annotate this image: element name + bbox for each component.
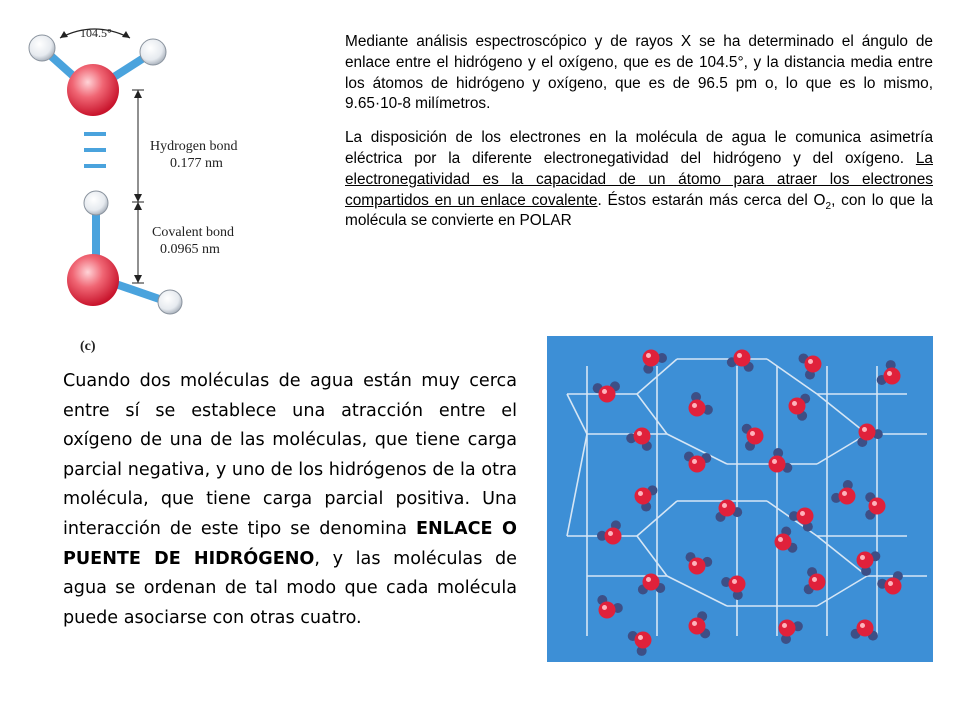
- water-hydrogen-bond-diagram: [0, 0, 340, 360]
- hydrogen-atom: [29, 35, 55, 61]
- atom-highlight: [860, 555, 865, 560]
- atom-highlight: [782, 623, 787, 628]
- atom-highlight: [808, 359, 813, 364]
- hydrogen-bond-value: 0.177 nm: [170, 156, 223, 171]
- atom-highlight: [860, 623, 865, 628]
- atom-highlight: [732, 579, 737, 584]
- atom-highlight: [772, 459, 777, 464]
- oxygen-atom: [67, 64, 119, 116]
- atom-highlight: [778, 537, 783, 542]
- oxygen-atom: [779, 620, 796, 637]
- text-span: , con lo que la molécula se convierte en POLAR: [345, 191, 933, 230]
- oxygen-atom: [634, 428, 651, 445]
- oxygen-atom: [857, 620, 874, 637]
- atom-highlight: [750, 431, 755, 436]
- oxygen-atom: [689, 400, 706, 417]
- atom-highlight: [638, 491, 643, 496]
- atom-highlight: [888, 581, 893, 586]
- oxygen-atom: [805, 356, 822, 373]
- oxygen-atom: [857, 552, 874, 569]
- atom-highlight: [800, 511, 805, 516]
- hydrogen-bond-dash: [84, 132, 106, 136]
- covalent-bond-value: 0.0965 nm: [160, 242, 220, 257]
- oxygen-atom: [719, 500, 736, 517]
- oxygen-atom: [789, 398, 806, 415]
- hydrogen-bond-dash: [84, 164, 106, 168]
- atom-highlight: [692, 621, 697, 626]
- subscript: 2: [825, 200, 832, 212]
- atom-highlight: [862, 427, 867, 432]
- oxygen-atom: [747, 428, 764, 445]
- oxygen-atom: [605, 528, 622, 545]
- atom-highlight: [608, 531, 613, 536]
- ice-lattice-illustration: [547, 336, 933, 662]
- oxygen-atom: [635, 632, 652, 649]
- hydrogen-atom: [158, 290, 182, 314]
- atom-highlight: [602, 605, 607, 610]
- oxygen-atom: [729, 576, 746, 593]
- hydrogen-atom: [140, 39, 166, 65]
- dimension-arrow: [134, 90, 142, 98]
- oxygen-atom: [635, 488, 652, 505]
- oxygen-atom: [689, 456, 706, 473]
- atom-highlight: [887, 371, 892, 376]
- covalent-bond-label: Covalent bond: [152, 225, 235, 240]
- atom-highlight: [692, 459, 697, 464]
- oxygen-atom: [839, 488, 856, 505]
- text-span: La disposición de los electrones en la molécula de agua le comunica asimetría eléctrica por la diferente electronegatividad del hidrógeno y del oxígeno.: [345, 129, 933, 167]
- atom-highlight: [646, 577, 651, 582]
- hydrogen-bond-term: ENLACE O PUENTE DE HIDRÓGENO: [63, 518, 517, 569]
- oxygen-atom: [599, 602, 616, 619]
- oxygen-atom: [643, 350, 660, 367]
- atom-highlight: [638, 635, 643, 640]
- atom-highlight: [692, 561, 697, 566]
- panel-label: (c): [80, 339, 96, 354]
- text-span: , y las moléculas de agua se ordenan de tal modo que cada molécula puede asociarse con otras cuatro.: [63, 548, 517, 628]
- atom-highlight: [842, 491, 847, 496]
- paragraph-polarity: [345, 128, 933, 232]
- spectroscopy-text: [345, 32, 933, 245]
- oxygen-atom: [599, 386, 616, 403]
- text-span: Cuando dos moléculas de agua están muy cerca entre sí se establece una atracción entre el oxígeno de una de las moléculas, que tiene carga parcial negativa, y uno de los hidrógenos de la otra molécula, que tiene carga parcial positiva. Una interacción de este tipo se denomina: [63, 371, 517, 539]
- atom-highlight: [692, 403, 697, 408]
- paragraph-angle: Mediante análisis espectroscópico y de rayos X se ha determinado el ángulo de enlace entre el hidrógeno y el oxígeno, que es de 104.5°, y la distancia media entre los átomos de hidrógeno y oxígeno, que es de 96.5 pm o, lo que es lo mismo, 9.65·10-8 milímetros.: [345, 33, 933, 113]
- oxygen-atom: [809, 574, 826, 591]
- electronegativity-definition: La electronegatividad es la capacidad de un átomo para atraer los electrones compartidos en un enlace covalente: [345, 149, 933, 209]
- atom-highlight: [737, 353, 742, 358]
- text-span: . Éstos estarán más cerca del O: [597, 191, 826, 209]
- atom-highlight: [602, 389, 607, 394]
- oxygen-atom: [734, 350, 751, 367]
- oxygen-atom: [884, 368, 901, 385]
- atom-highlight: [872, 501, 877, 506]
- atom-highlight: [722, 503, 727, 508]
- dimension-arrow: [134, 194, 142, 202]
- dimension-arrow: [134, 202, 142, 210]
- hydrogen-bond-dash: [84, 148, 106, 152]
- oxygen-atom: [689, 558, 706, 575]
- oxygen-atom: [67, 254, 119, 306]
- oxygen-atom: [797, 508, 814, 525]
- oxygen-atom: [775, 534, 792, 551]
- oxygen-atom: [689, 618, 706, 635]
- oxygen-atom: [769, 456, 786, 473]
- oxygen-atom: [643, 574, 660, 591]
- angle-label: 104.5°: [80, 26, 112, 40]
- oxygen-atom: [885, 578, 902, 595]
- atom-highlight: [646, 353, 651, 358]
- dimension-arrow: [134, 275, 142, 283]
- atom-highlight: [812, 577, 817, 582]
- hydrogen-bond-explanation: [63, 367, 517, 633]
- hydrogen-atom: [84, 191, 108, 215]
- oxygen-atom: [859, 424, 876, 441]
- atom-highlight: [792, 401, 797, 406]
- hydrogen-bond-label: Hydrogen bond: [150, 139, 238, 154]
- oxygen-atom: [869, 498, 886, 515]
- atom-highlight: [637, 431, 642, 436]
